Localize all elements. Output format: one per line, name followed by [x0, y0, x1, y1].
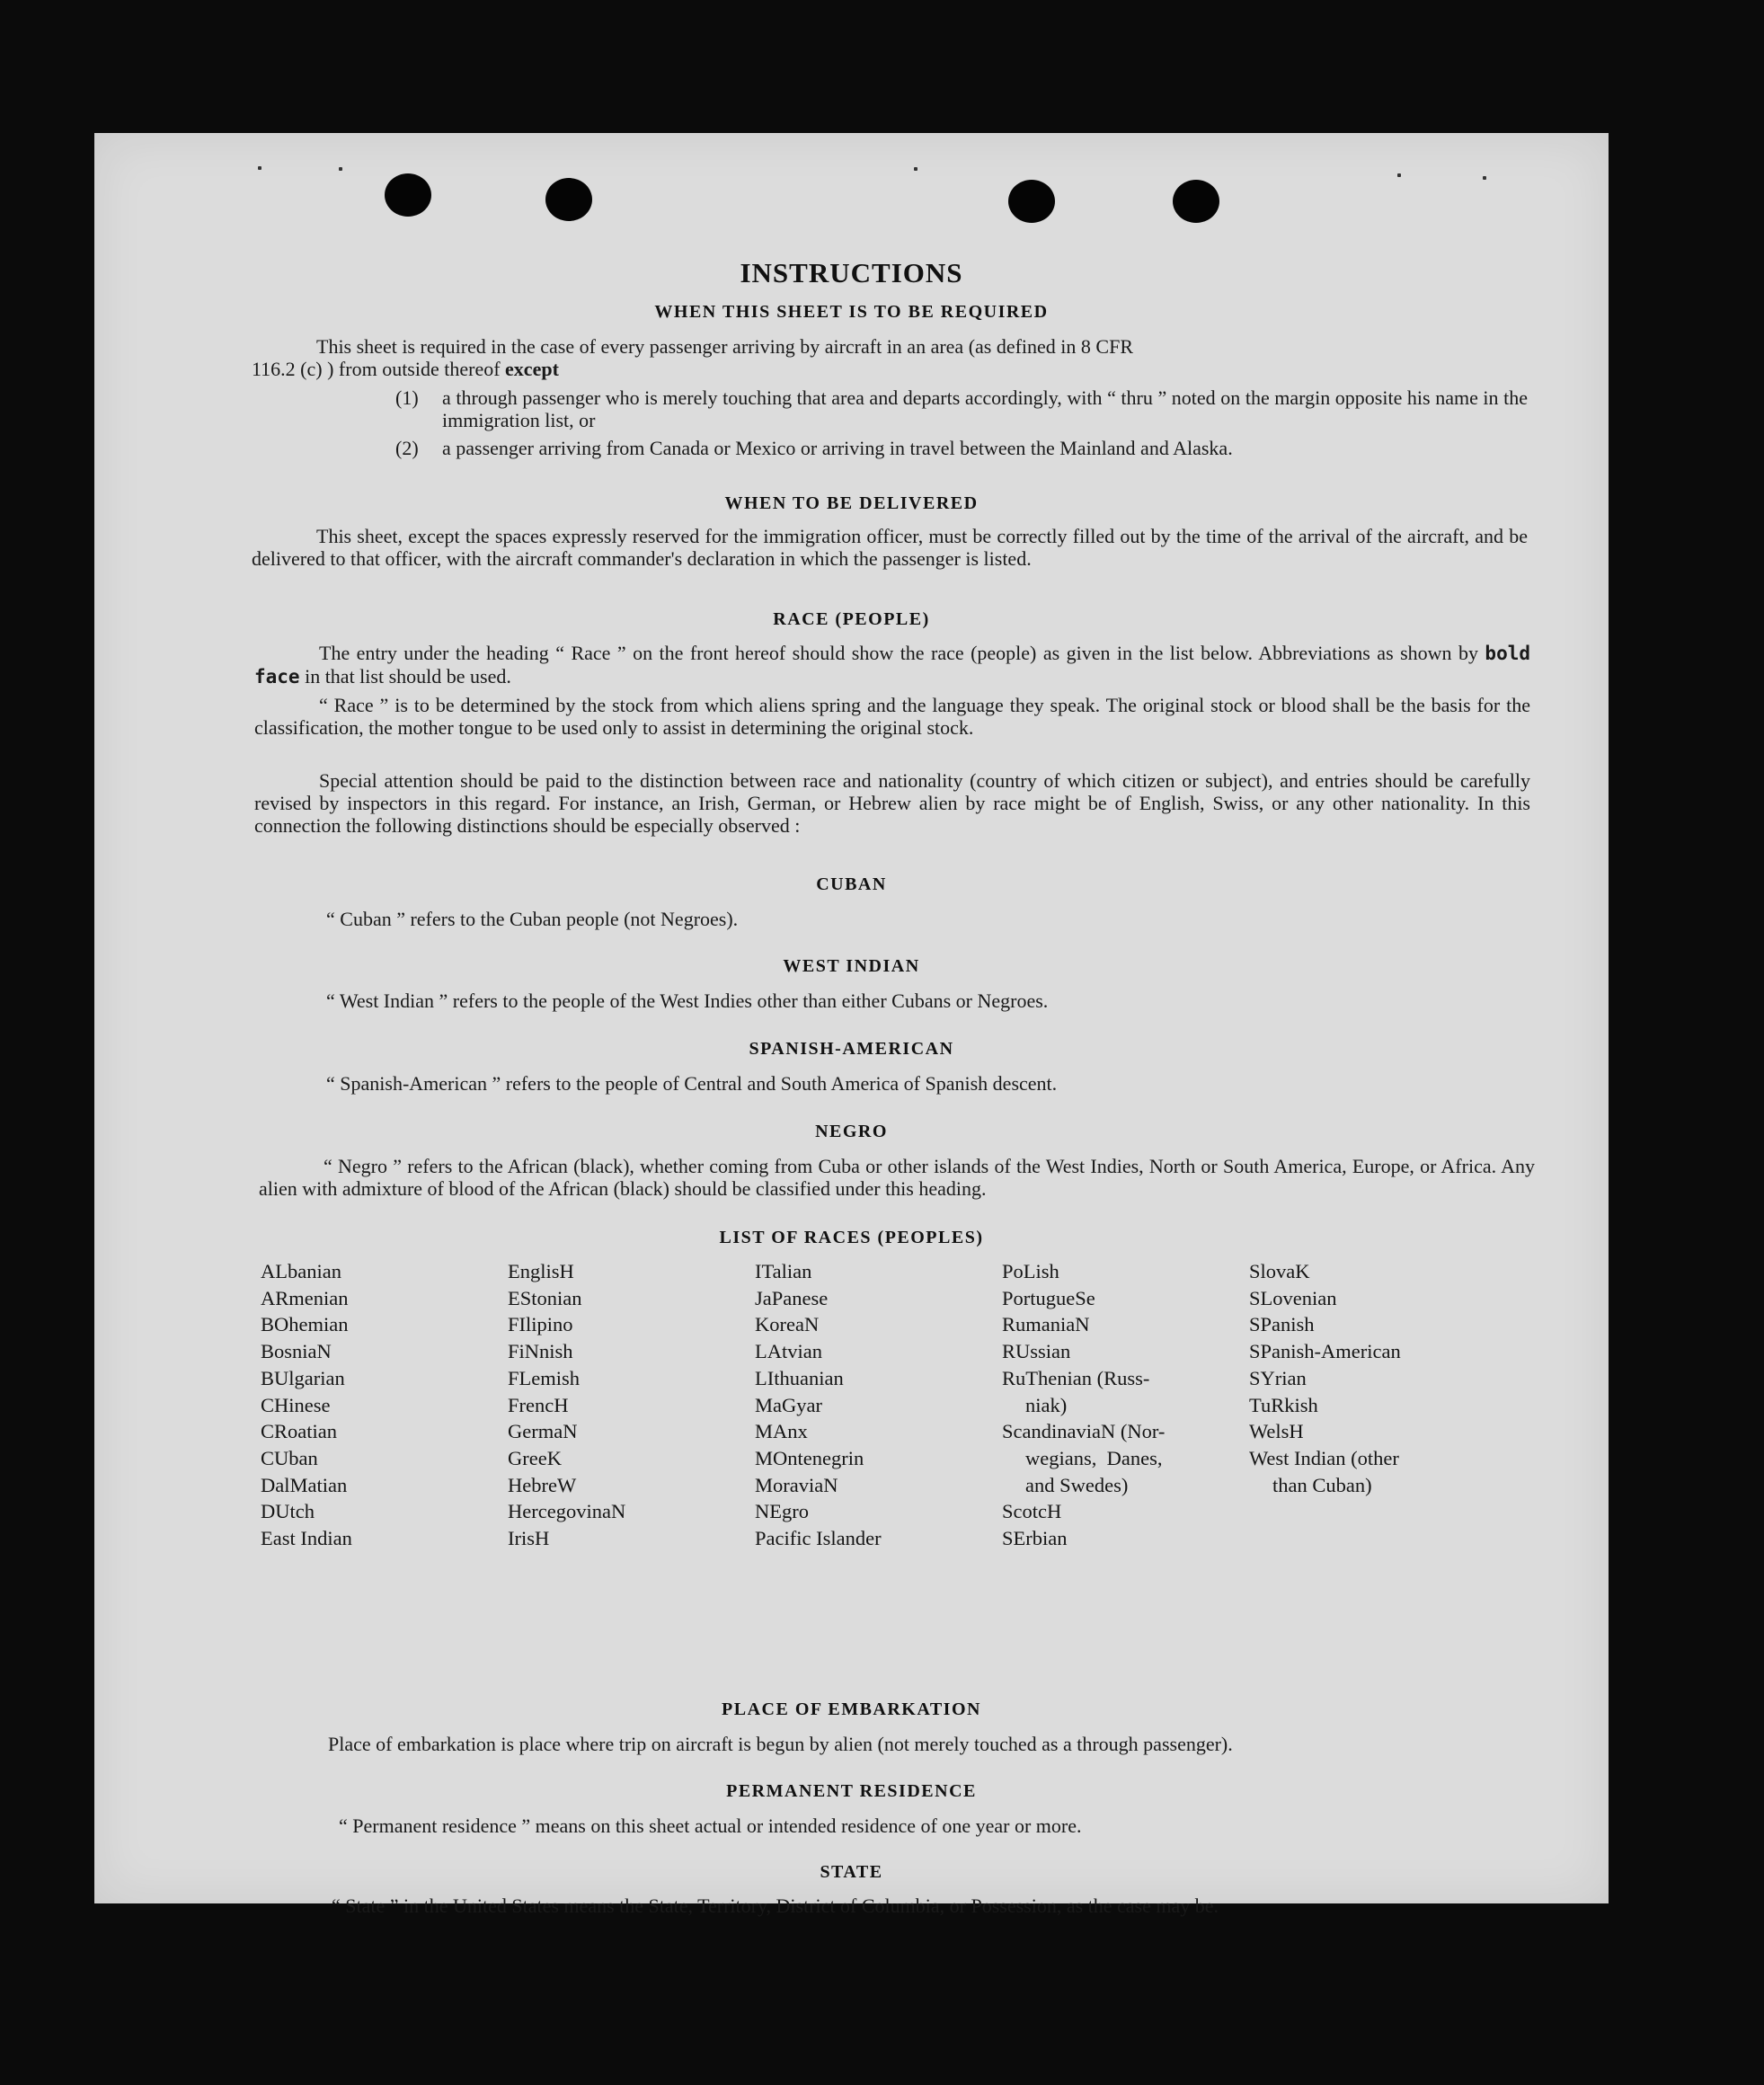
race-item: SPanish-American: [1249, 1340, 1401, 1363]
race-item: ALbanian: [261, 1260, 341, 1282]
item-number: (1): [395, 386, 419, 409]
race-item: RUssian: [1002, 1340, 1071, 1363]
heading-embarkation: PLACE OF EMBARKATION: [722, 1699, 981, 1719]
race-p1-text: The entry under the heading “ Race ” on the front hereof should show the race (people) as given in the list below. Abbreviations as shown by: [319, 642, 1478, 664]
cuban-text: “ Cuban ” refers to the Cuban people (not Negroes).: [326, 908, 739, 930]
race-item: SlovaK: [1249, 1260, 1310, 1282]
race-paragraph-1: [254, 642, 1530, 688]
races-column-5: [1249, 1258, 1483, 1498]
race-item: FrencH: [508, 1393, 569, 1416]
heading-list-of-races: LIST OF RACES (PEOPLES): [719, 1228, 984, 1247]
heading-negro: NEGRO: [815, 1122, 888, 1141]
heading-when-required: WHEN THIS SHEET IS TO BE REQUIRED: [654, 302, 1049, 322]
document-sheet: [94, 133, 1609, 1917]
race-paragraph-2: “ Race ” is to be determined by the stock from which aliens spring and the language they speak. The original stock or blood shall be the basis for the classification, the mother tongue to be used only to assist in determining the original stock.: [254, 694, 1530, 739]
races-column-3: [755, 1258, 988, 1552]
race-item: MOntenegrin: [755, 1446, 864, 1469]
race-item: IrisH: [508, 1527, 550, 1550]
race-item: MoraviaN: [755, 1473, 838, 1496]
negro-text: “ Negro ” refers to the African (black), whether coming from Cuba or other islands of the West Indies, North or South America, Europe, or Africa. Any alien with admixture of blood of the African (black) should be classified under this heading.: [259, 1155, 1535, 1200]
race-item: West Indian (other: [1249, 1446, 1399, 1469]
heading-west-indian: WEST INDIAN: [783, 956, 920, 976]
race-item: ScandinaviaN (Nor-: [1002, 1420, 1166, 1443]
race-item: RumaniaN: [1002, 1313, 1090, 1336]
race-item: FLemish: [508, 1366, 581, 1389]
race-item: CUban: [261, 1446, 318, 1469]
race-item-continued: wegians, Danes,: [1025, 1446, 1163, 1469]
race-item: SLovenian: [1249, 1286, 1337, 1309]
race-item: BUlgarian: [261, 1366, 345, 1389]
race-item: FiNnish: [508, 1340, 573, 1363]
race-item: KoreaN: [755, 1313, 820, 1336]
races-column-4: [1002, 1258, 1236, 1552]
heading-spanish-american: SPANISH-AMERICAN: [749, 1039, 954, 1059]
delivered-text: This sheet, except the spaces expressly reserved for the immigration officer, must be correctly filled out by the time of the arrival of the aircraft, and be delivered to that officer, with the aircraft commander's declaration in which the passenger is listed.: [252, 525, 1528, 570]
race-p1-bold: bold face: [254, 643, 1530, 688]
embarkation-text: Place of embarkation is place where trip on aircraft is begun by alien (not merely touched as a through passenger).: [328, 1733, 1233, 1755]
race-item-continued: niak): [1025, 1393, 1068, 1416]
required-intro: [252, 335, 1528, 358]
races-column-2: [508, 1258, 741, 1552]
race-item: WelsH: [1249, 1420, 1304, 1443]
race-item-continued: than Cuban): [1272, 1473, 1372, 1496]
spanish-american-text: “ Spanish-American ” refers to the people of Central and South America of Spanish descent.: [326, 1072, 1058, 1095]
race-item: DalMatian: [261, 1473, 348, 1496]
race-item: LAtvian: [755, 1340, 822, 1363]
race-item: PoLish: [1002, 1260, 1059, 1282]
race-item: HercegovinaN: [508, 1500, 626, 1523]
race-item: PortugueSe: [1002, 1286, 1095, 1309]
race-item: FIlipino: [508, 1313, 573, 1336]
heading-when-delivered: WHEN TO BE DELIVERED: [724, 493, 979, 513]
race-paragraph-3: Special attention should be paid to the distinction between race and nationality (country of which citizen or subject), and entries should be carefully revised by inspectors in this regard. For instance, an Irish, German, or Hebrew alien by race might be of English, Swiss, or any other nationality. In this connection the following distinctions should be especially observed :: [254, 769, 1530, 837]
heading-permanent-residence: PERMANENT RESIDENCE: [726, 1781, 977, 1801]
required-intro-line1: This sheet is required in the case of every passenger arriving by aircraft in an area (as defined in 8 CFR: [316, 335, 1134, 358]
west-indian-text: “ West Indian ” refers to the people of the West Indies other than either Cubans or Negroes.: [326, 989, 1049, 1012]
required-intro-cfr: 116.2 (c) ) from outside thereof: [252, 358, 501, 380]
race-item-continued: and Swedes): [1025, 1473, 1129, 1496]
heading-cuban: CUBAN: [816, 874, 887, 894]
race-item: NEgro: [755, 1500, 809, 1523]
race-item: ARmenian: [261, 1286, 349, 1309]
race-item: MAnx: [755, 1420, 808, 1443]
race-item: MaGyar: [755, 1393, 822, 1416]
race-item: GermaN: [508, 1420, 578, 1443]
page-title: INSTRUCTIONS: [740, 257, 963, 288]
heading-race: RACE (PEOPLE): [773, 609, 930, 629]
race-item: BosniaN: [261, 1340, 332, 1363]
item-text: a passenger arriving from Canada or Mexico or arriving in travel between the Mainland and Alaska.: [442, 437, 1233, 459]
required-intro-line2: [252, 358, 1528, 380]
race-item: Pacific Islander: [755, 1527, 882, 1550]
race-item: ITalian: [755, 1260, 812, 1282]
race-item: RuThenian (Russ-: [1002, 1366, 1150, 1389]
item-text: a through passenger who is merely touching that area and departs accordingly, with “ thru ” noted on the margin opposite his name in the immigration list, or: [442, 386, 1528, 431]
race-item: BOhemian: [261, 1313, 349, 1336]
race-p1-text-end: in that list should be used.: [305, 665, 511, 688]
race-item: ScotcH: [1002, 1500, 1062, 1523]
race-item: SYrian: [1249, 1366, 1307, 1389]
race-item: GreeK: [508, 1446, 562, 1469]
required-except: except: [505, 358, 559, 380]
race-item: TuRkish: [1249, 1393, 1318, 1416]
race-item: EStonian: [508, 1286, 582, 1309]
residence-text: “ Permanent residence ” means on this sheet actual or intended residence of one year or more.: [339, 1814, 1082, 1837]
race-item: EnglisH: [508, 1260, 574, 1282]
race-item: JaPanese: [755, 1286, 829, 1309]
race-item: CHinese: [261, 1393, 331, 1416]
races-column-1: [261, 1258, 494, 1552]
race-item: East Indian: [261, 1527, 352, 1550]
race-item: HebreW: [508, 1473, 577, 1496]
item-number: (2): [395, 437, 419, 459]
race-item: DUtch: [261, 1500, 315, 1523]
state-text: “ State ” in the United States means the State, Territory, District of Columbia, or Possession, as the case may be.: [332, 1894, 1219, 1917]
heading-state: STATE: [820, 1862, 883, 1882]
race-item: LIthuanian: [755, 1366, 844, 1389]
instructions-content: [94, 133, 1609, 1917]
race-item: CRoatian: [261, 1420, 337, 1443]
race-item: SPanish: [1249, 1313, 1315, 1336]
race-item: SErbian: [1002, 1527, 1068, 1550]
